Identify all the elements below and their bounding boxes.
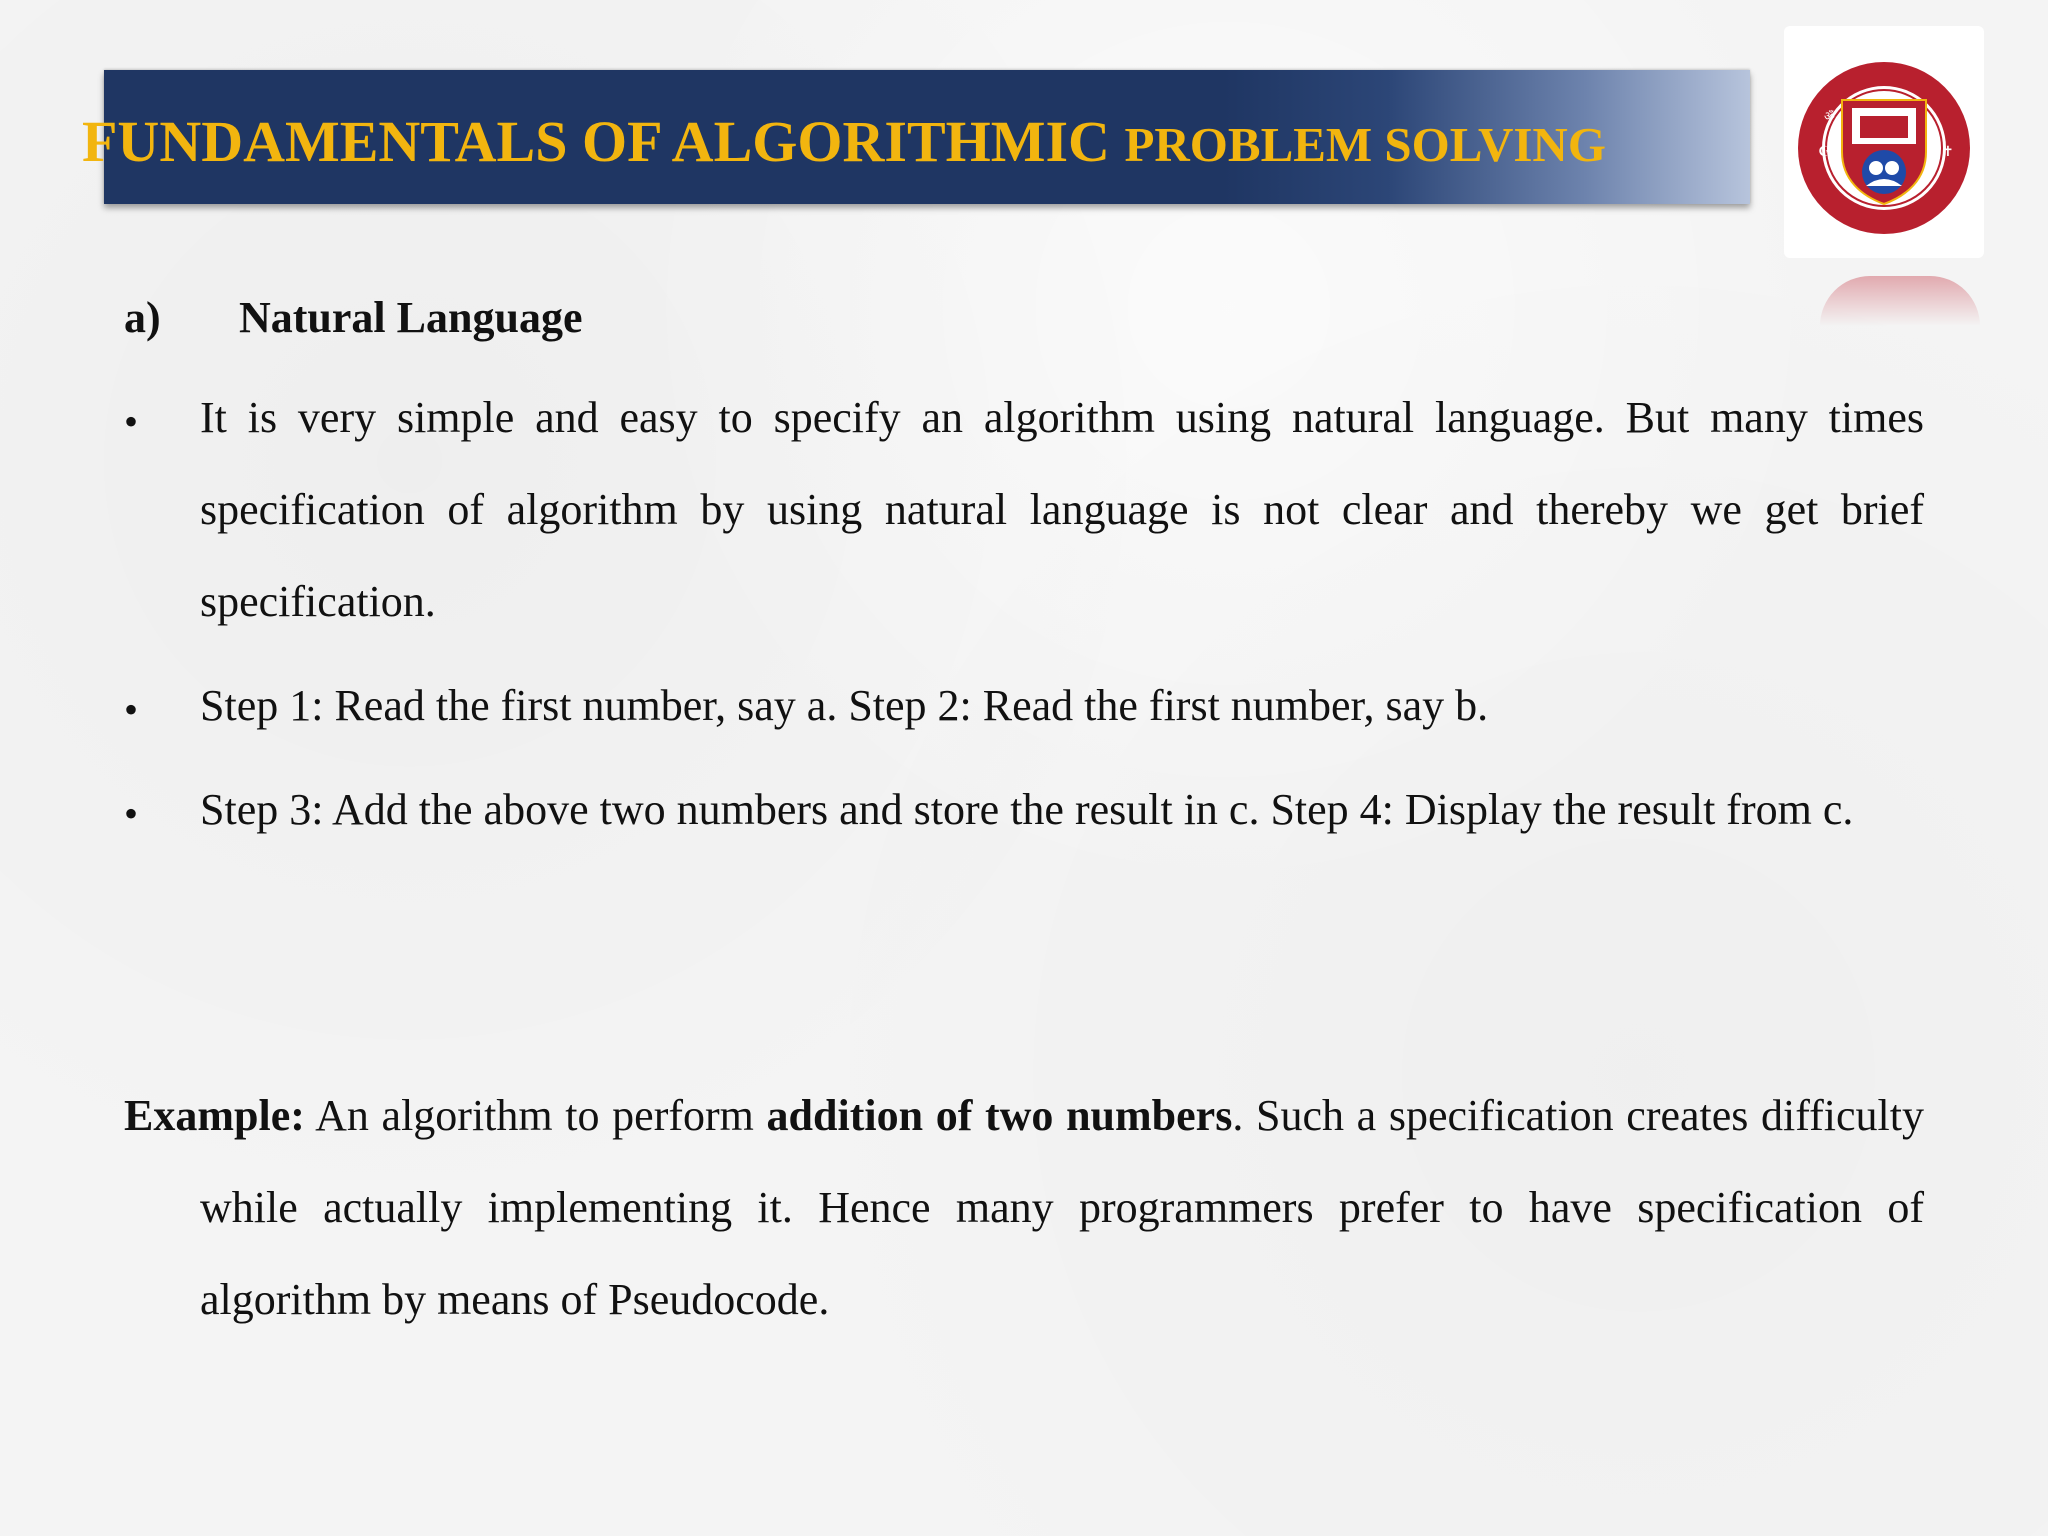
bullet-symbol: • [124,791,139,836]
bullet-text: Step 3: Add the above two numbers and store the result in c. Step 4: Display the result from c. [200,785,1854,834]
example-bold-text: addition of two numbers [766,1091,1233,1140]
example-paragraph [124,1070,1924,1346]
slide-title-part-2: PROBLEM SOLVING [1124,117,1606,172]
bullet-text: Step 1: Read the first number, say a. Step 2: Read the first number, say b. [200,681,1489,730]
section-heading-text: Natural Language [239,293,583,342]
slide-title [82,108,1606,175]
example-label: Example: [124,1091,305,1140]
college-seal-icon [1796,60,1972,236]
svg-text:✝: ✝ [1942,144,1954,160]
example-body [124,1070,1924,1346]
bullet-symbol: • [124,399,139,444]
slide-title-part-1: FUNDAMENTALS OF ALGORITHMIC [82,109,1125,174]
example-text-before: An algorithm to perform [304,1091,767,1140]
example-text-after: . Such a specification creates difficulty while actually implementing it. Hence many programmers prefer to have specification of algorithm by means of Pseudocode. [200,1091,1924,1324]
logo-reflection [1820,276,1980,326]
svg-text:ॐ: ॐ [1824,109,1835,123]
bullet-symbol: • [124,687,139,732]
svg-text:☪: ☪ [1818,144,1831,160]
section-label: a) [124,293,161,342]
bullet-text: It is very simple and easy to specify an algorithm using natural language. But many times specification of algorithm by using natural language is not clear and thereby we get brief specification. [200,393,1924,626]
section-heading [124,292,582,343]
